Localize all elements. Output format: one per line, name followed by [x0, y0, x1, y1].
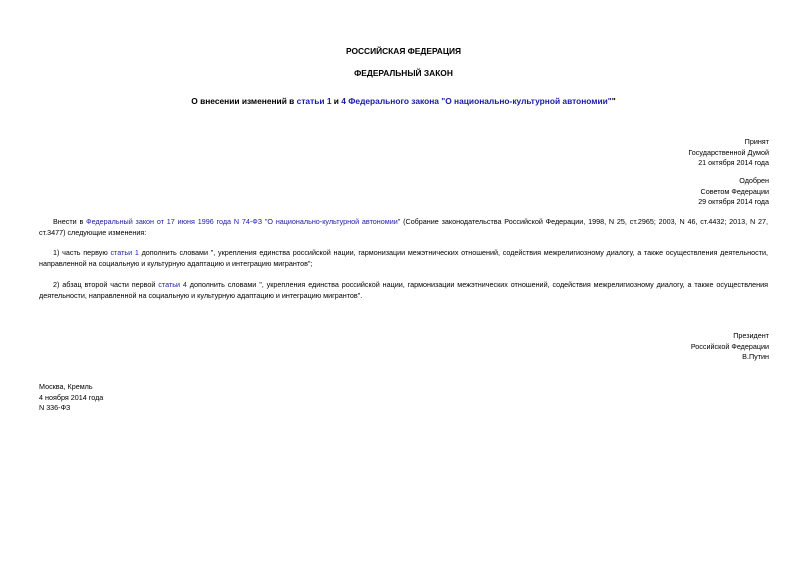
place-date-block: [39, 382, 103, 414]
country-heading: РОССИЙСКАЯ ФЕДЕРАЦИЯ: [345, 46, 462, 56]
signature-country: Российской Федерации: [690, 341, 769, 351]
law-number: N 336-ФЗ: [39, 403, 71, 412]
approved-date: 29 октября 2014 года: [698, 197, 769, 206]
item-1-link-article-1[interactable]: статьи 1: [110, 248, 139, 257]
item-1-text-1: 1) часть первую: [53, 248, 111, 257]
intro-paragraph: [39, 217, 768, 238]
intro-link-law[interactable]: Федеральный закон от 17 июня 1996 года N 74-ФЗ "О национально-культурной автономии": [86, 217, 401, 226]
item-1-text-2: дополнить словами ", укрепления единства российской нации, гармонизации межэтнических отношений, содействия межрелигиозному диалогу, а также осуществления деятельности, направленной на социальную и культурную адаптацию и интеграцию мигрантов";: [39, 248, 768, 268]
approved-line-1: Одобрен: [739, 176, 769, 185]
signature-name: В.Путин: [742, 352, 769, 361]
item-2-text-1: 2) абзац второй части первой: [53, 280, 159, 289]
title-link-article-1[interactable]: статьи 1: [296, 96, 332, 106]
intro-text-1: Внести в: [53, 217, 87, 226]
place: Москва, Кремль: [39, 382, 93, 391]
signature-block: [691, 331, 769, 363]
item-1-paragraph: [39, 248, 768, 269]
doc-type-heading: ФЕДЕРАЛЬНЫЙ ЗАКОН: [354, 68, 453, 78]
item-2-paragraph: [39, 280, 768, 301]
adopted-line-1: Принят: [744, 137, 769, 146]
title-link-article-4[interactable]: 4 Федерального закона "О национально-культурной автономии": [341, 96, 612, 106]
item-2-text-2: дополнить словами ", укрепления единства российской нации, гармонизации межэтнических отношений, содействия межрелигиозному диалогу, а также осуществления деятельности, направленной на социальную и культурную адаптацию и интеграцию мигрантов".: [39, 280, 768, 300]
title-text-2: и: [331, 96, 342, 106]
adopted-line-2: Государственной Думой: [688, 147, 769, 157]
adopted-block: [688, 137, 769, 169]
intro-text-2: (Собрание законодательства Российской Федерации, 1998, N 25, ст.2965; 2003, N 46, ст.4432; 2013, N 27, ст.3477) следующие изменения:: [39, 217, 768, 237]
adopted-date: 21 октября 2014 года: [698, 158, 769, 167]
item-2-link-article-4[interactable]: статьи 4: [158, 280, 187, 289]
sign-date: 4 ноября 2014 года: [39, 392, 104, 402]
approved-block: [698, 176, 769, 208]
approved-line-2: Советом Федерации: [700, 186, 769, 196]
signature-title: Президент: [733, 331, 769, 340]
law-title: [0, 96, 807, 106]
title-text-1: О внесении изменений в: [191, 96, 297, 106]
title-text-3: ": [611, 96, 616, 106]
